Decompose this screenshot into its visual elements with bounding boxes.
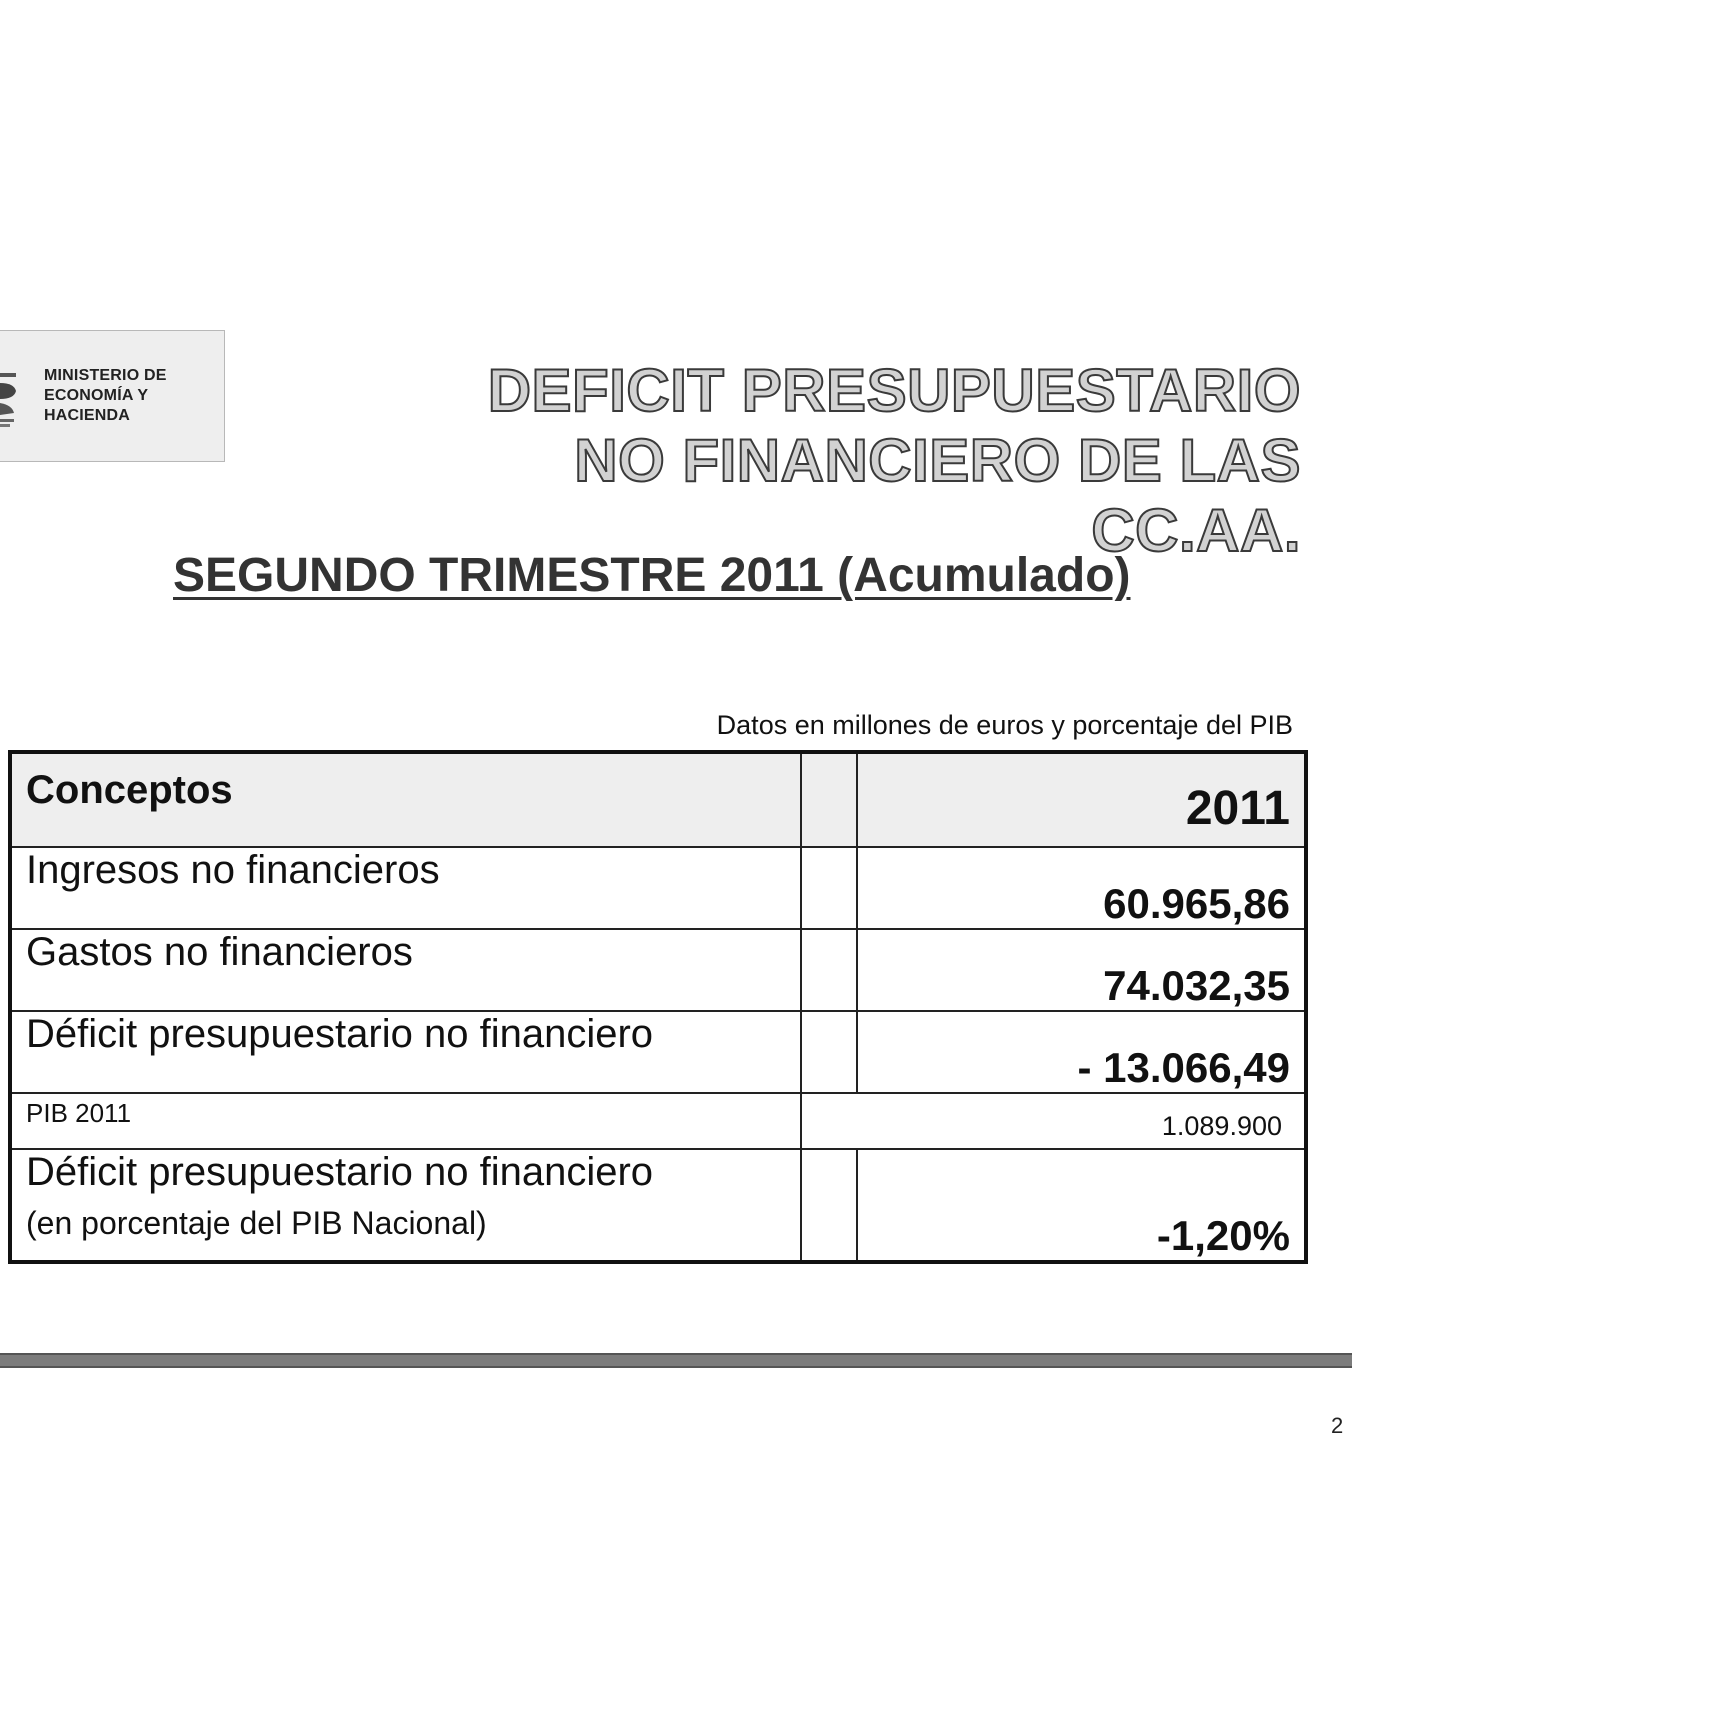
row-value: 60.965,86 (857, 847, 1306, 929)
row-concept (10, 1149, 801, 1262)
column-divider (801, 929, 857, 1011)
page-title: DEFICIT PRESUPUESTARIO NO FINANCIERO DE LAS CC.AA. (487, 357, 1301, 564)
row-concept-main: Déficit presupuestario no financiero (26, 1150, 654, 1194)
coat-of-arms-icon (0, 369, 22, 429)
row-concept-sub: (en porcentaje del PIB Nacional) (26, 1205, 487, 1241)
table-row (10, 1011, 1306, 1093)
row-concept: Ingresos no financieros (10, 847, 801, 929)
pib-row (10, 1093, 1306, 1149)
column-divider (801, 847, 857, 929)
row-value: - 13.066,49 (857, 1011, 1306, 1093)
ministry-name: MINISTERIO DE ECONOMÍA Y HACIENDA (44, 367, 167, 424)
units-note: Datos en millones de euros y porcentaje del PIB (716, 710, 1293, 740)
page-number: 2 (1331, 1413, 1344, 1438)
row-concept: Gastos no financieros (10, 929, 801, 1011)
pib-label: PIB 2011 (10, 1093, 801, 1149)
deficit-percentage-row (10, 1149, 1306, 1262)
column-divider (801, 1149, 857, 1262)
pib-value: 1.089.900 (801, 1093, 1306, 1149)
deficit-table (8, 750, 1308, 1264)
column-header-year: 2011 (857, 752, 1306, 847)
table-row (10, 847, 1306, 929)
row-value: 74.032,35 (857, 929, 1306, 1011)
ministry-logo-box (0, 330, 225, 462)
table-header-row (10, 752, 1306, 847)
column-divider (801, 1011, 857, 1093)
table-row (10, 929, 1306, 1011)
row-concept: Déficit presupuestario no financiero (10, 1011, 801, 1093)
column-divider (801, 752, 857, 847)
page-subtitle: SEGUNDO TRIMESTRE 2011 (Acumulado) (173, 549, 1131, 602)
row-value: -1,20% (857, 1149, 1306, 1262)
footer-divider-bar (0, 1353, 1352, 1368)
column-header-concepts: Conceptos (10, 752, 801, 847)
